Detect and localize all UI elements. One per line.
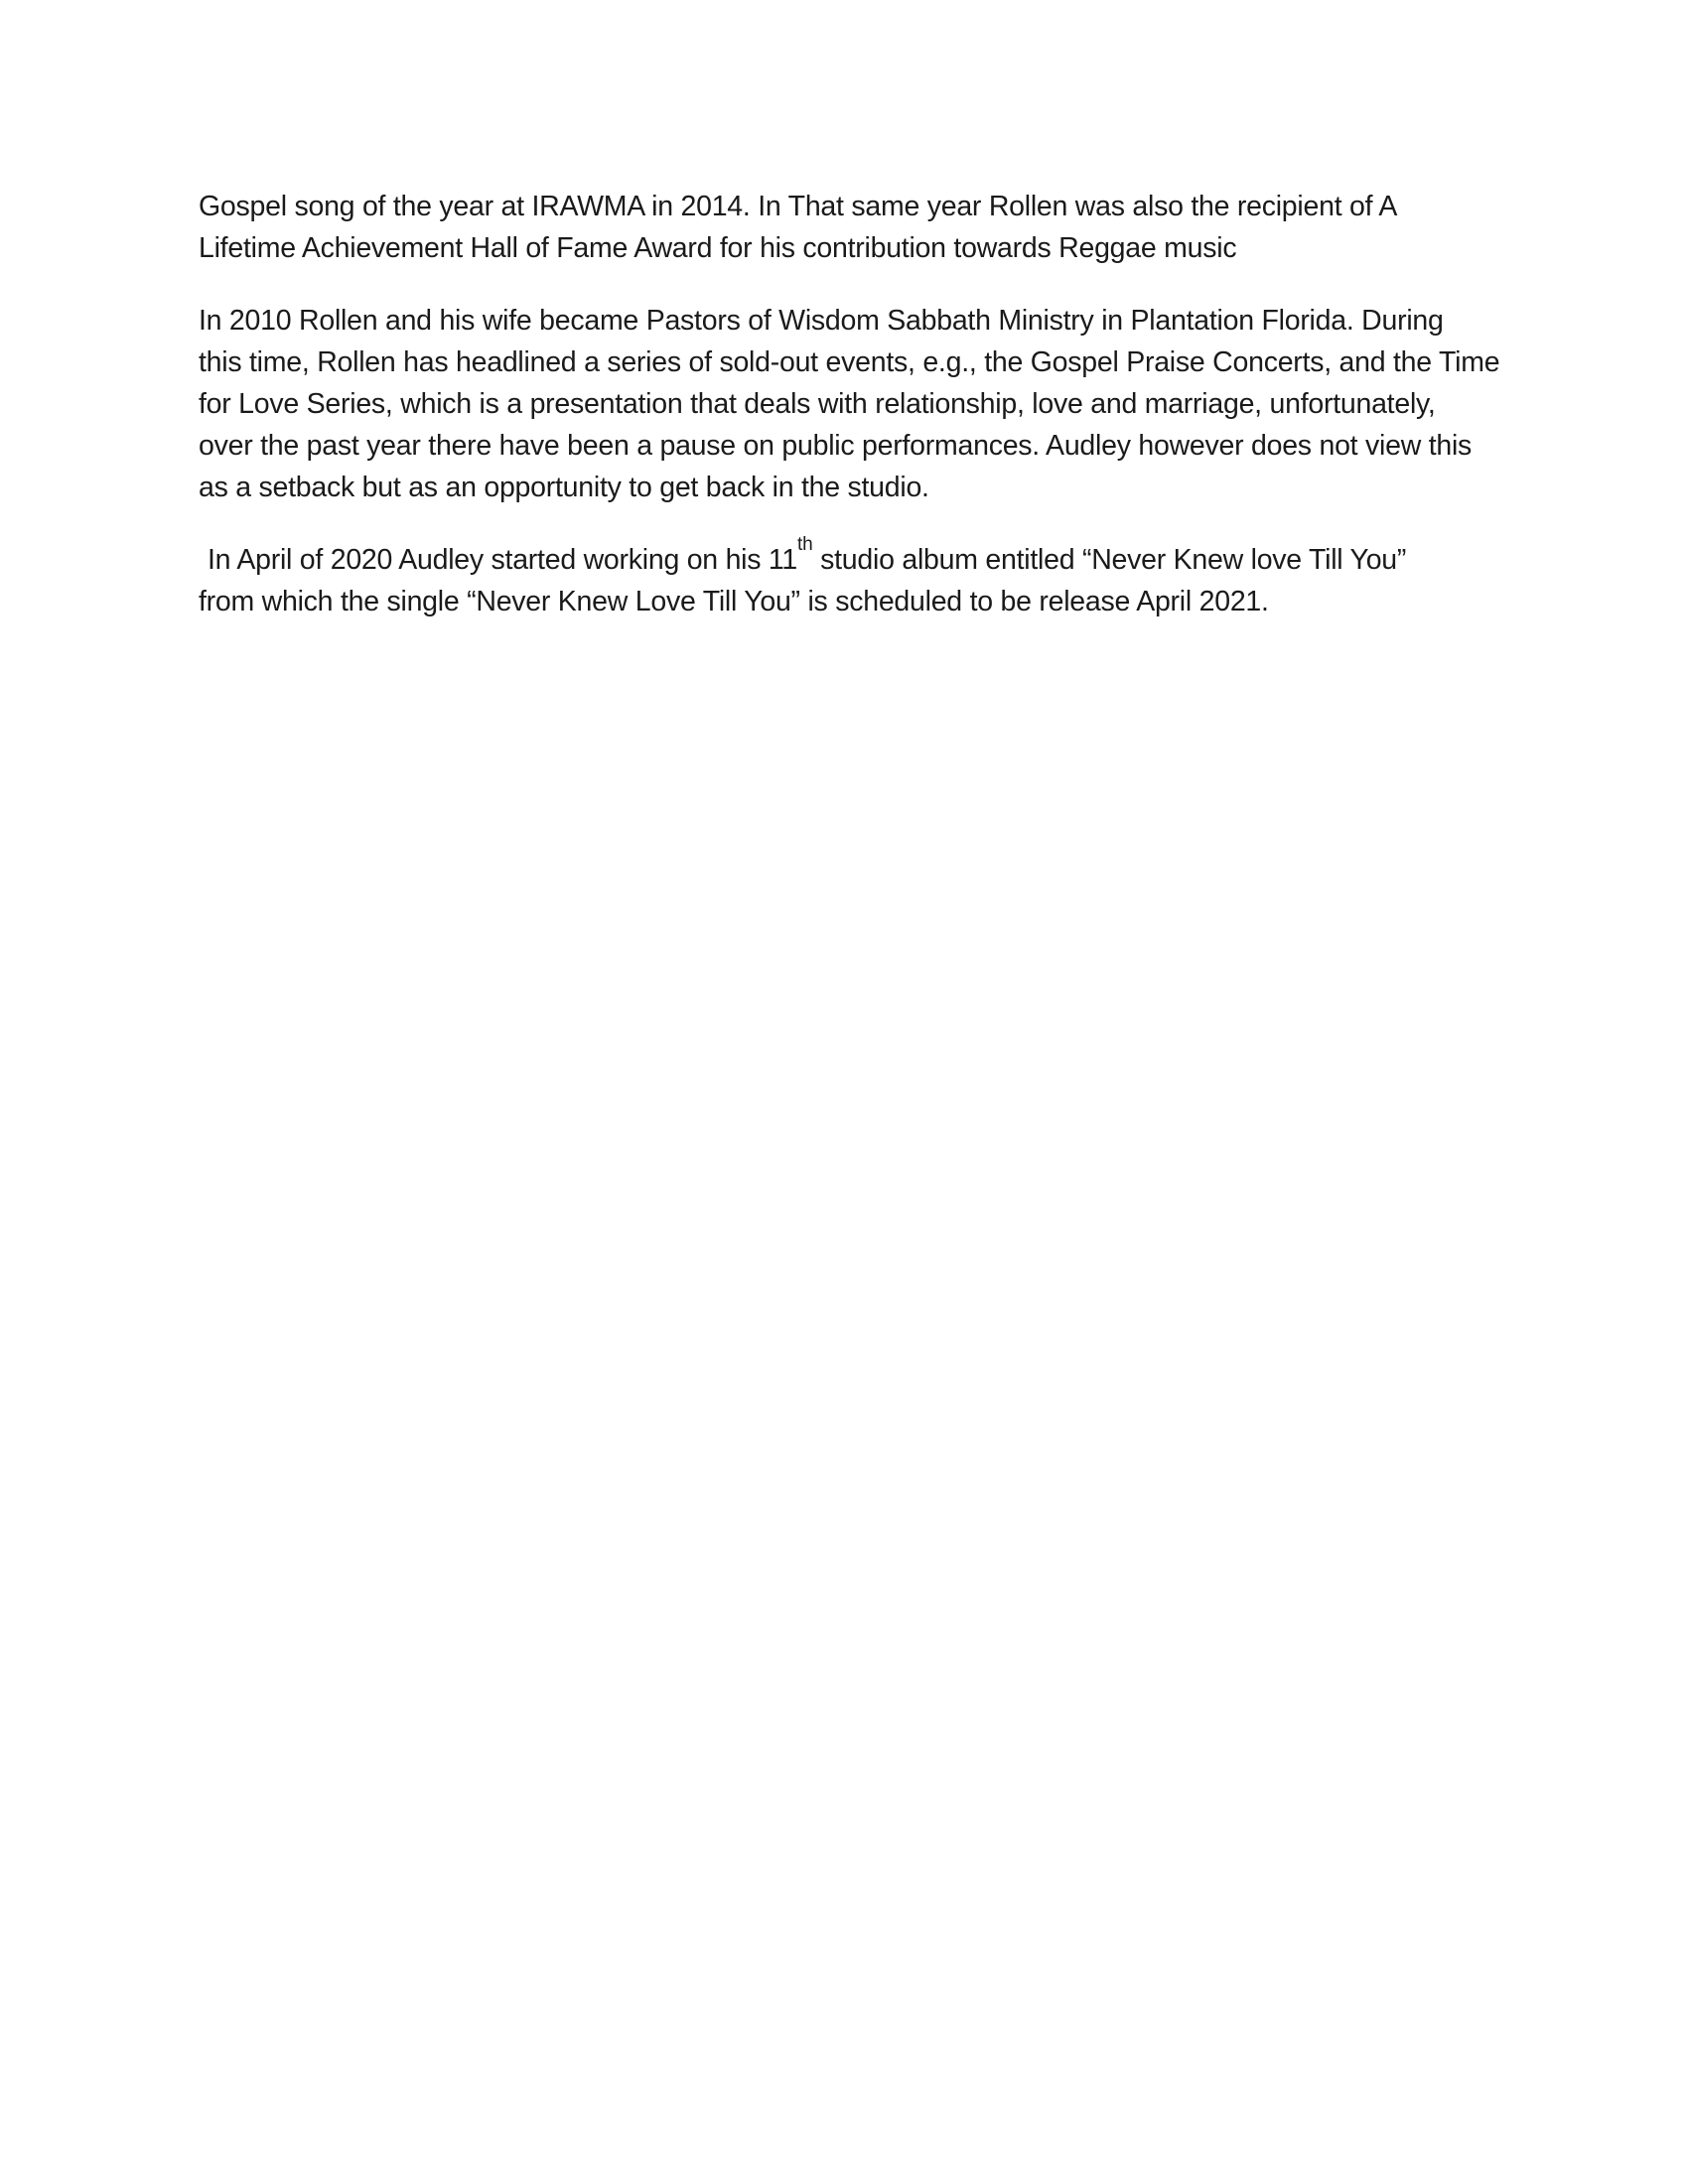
text-segment: In April of 2020 Audley started working on his 11 <box>208 544 798 576</box>
text-line: for Love Series, which is a presentation that deals with relationship, love and marriage, unfortunately, <box>199 388 1436 420</box>
text-line <box>199 533 1499 581</box>
text-line: Lifetime Achievement Hall of Fame Award for his contribution towards Reggae music <box>199 232 1237 264</box>
text-line: this time, Rollen has headlined a series of sold-out events, e.g., the Gospel Praise Concerts, and the Time <box>199 346 1500 378</box>
text-line: Gospel song of the year at IRAWMA in 2014. In That same year Rollen was also the recipient of A <box>199 191 1398 222</box>
text-line: In 2010 Rollen and his wife became Pastors of Wisdom Sabbath Ministry in Plantation Florida. During <box>199 305 1444 337</box>
paragraph-ministry <box>199 300 1499 508</box>
paragraph-album <box>199 533 1499 622</box>
document-body <box>199 186 1499 653</box>
text-segment: studio album entitled “Never Knew love Till You” <box>812 544 1407 576</box>
paragraph-awards <box>199 186 1499 269</box>
text-line: over the past year there have been a pause on public performances. Audley however does not view this <box>199 430 1473 462</box>
superscript-ordinal: th <box>797 533 813 555</box>
text-line: from which the single “Never Knew Love Till You” is scheduled to be release April 2021. <box>199 586 1269 617</box>
text-line: as a setback but as an opportunity to get back in the studio. <box>199 472 929 503</box>
